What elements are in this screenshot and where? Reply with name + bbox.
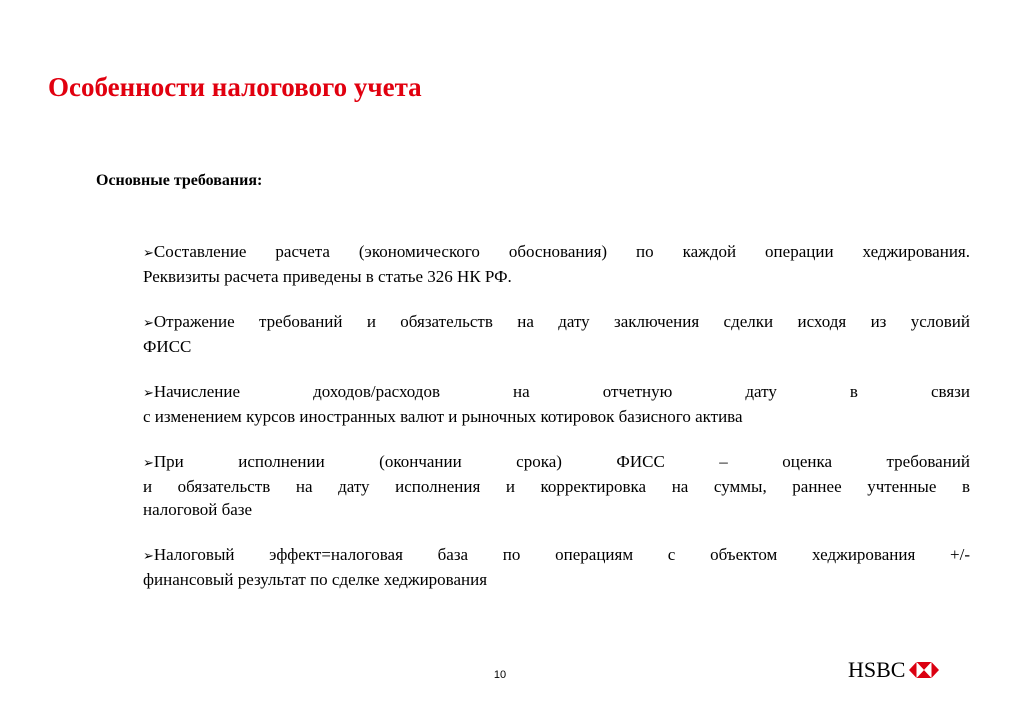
list-item	[143, 380, 970, 428]
list-item-text: финансовый результат по сделке хеджирования	[143, 570, 488, 589]
list-item	[143, 450, 970, 521]
list-item-text: Отражение требований и обязательств на дату заключения сделки исходя из условий	[153, 312, 970, 331]
list-item-line	[143, 240, 970, 265]
slide-title: Особенности налогового учета	[48, 72, 422, 102]
list-item-line: и обязательств на дату исполнения и корректировка на суммы, раннее учтенные в	[143, 477, 970, 496]
section-subtitle: Основные требования:	[96, 172, 263, 189]
arrow-bullet-icon: ➢	[143, 316, 154, 331]
arrow-bullet-icon: ➢	[143, 386, 154, 401]
list-item-text: налоговой базе	[143, 500, 253, 519]
list-item-line	[143, 450, 970, 475]
arrow-bullet-icon: ➢	[143, 456, 154, 471]
list-item-line	[143, 380, 970, 405]
list-item-text: При исполнении (окончании срока) ФИСС – оценка требований	[153, 452, 970, 471]
logo-text: HSBC	[848, 657, 906, 682]
list-item-line	[143, 310, 970, 335]
hsbc-hexagon-logo-icon	[909, 662, 939, 678]
list-item-text: с изменением курсов иностранных валют и рыночных котировок базисного актива	[143, 407, 743, 426]
list-item	[143, 240, 970, 288]
arrow-bullet-icon: ➢	[143, 246, 154, 261]
requirements-list	[143, 240, 970, 591]
list-item-text: Реквизиты расчета приведены в статье 326 НК РФ.	[143, 267, 512, 286]
list-item	[143, 310, 970, 358]
page-number: 10	[493, 669, 507, 681]
list-item-line	[143, 543, 970, 568]
list-item	[143, 543, 970, 591]
list-item-text: Составление расчета (экономического обоснования) по каждой операции хеджирования.	[153, 242, 970, 261]
list-item-text: ФИСС	[143, 337, 192, 356]
hsbc-logo	[848, 657, 939, 683]
arrow-bullet-icon: ➢	[143, 549, 154, 564]
list-item-text: Начисление доходов/расходов на отчетную дату в связи	[153, 382, 970, 401]
list-item-text: Налоговый эффект=налоговая база по операциям с объектом хеджирования +/-	[153, 545, 970, 564]
